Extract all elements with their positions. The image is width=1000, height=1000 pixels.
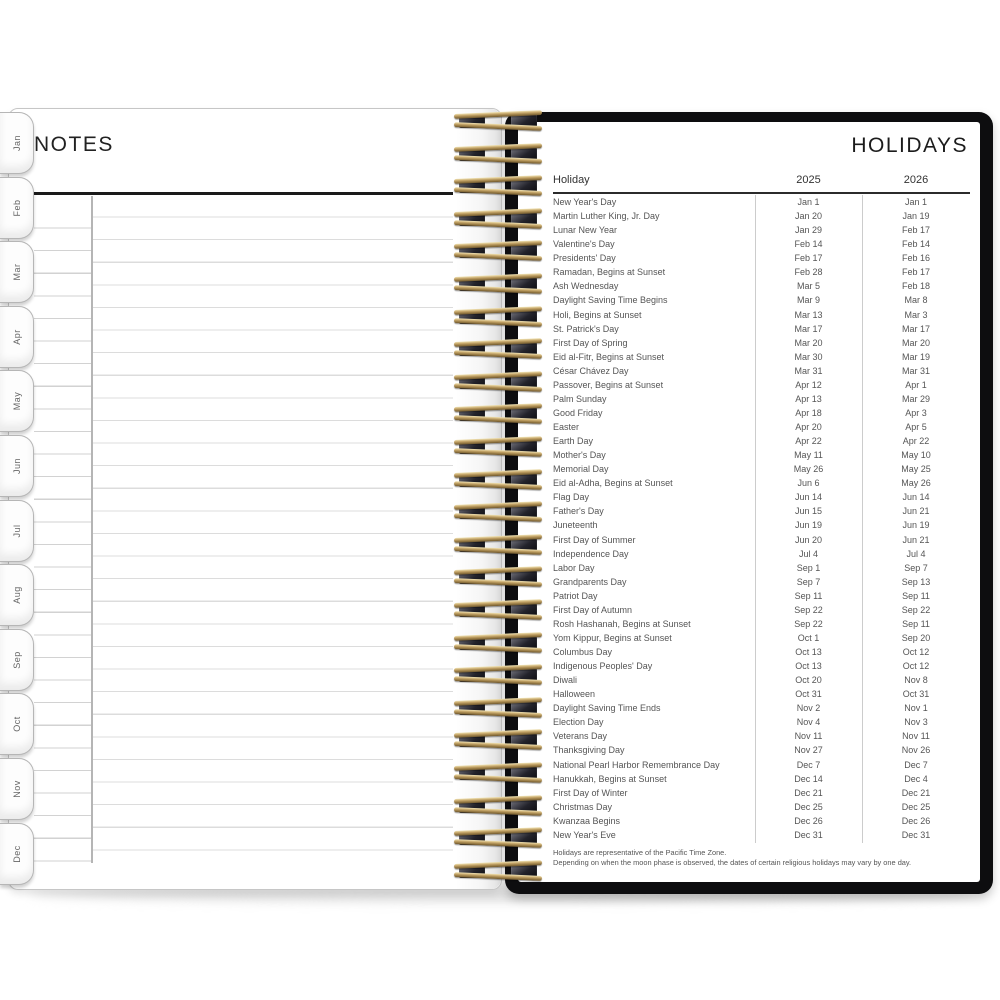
spiral-coil: [454, 535, 542, 555]
holiday-row: [553, 814, 970, 828]
holiday-date-2026: Mar 19: [901, 351, 930, 362]
holiday-date-2026: Mar 29: [901, 393, 930, 404]
holiday-name: Memorial Day: [553, 464, 609, 475]
holiday-date-2025: Jun 20: [794, 534, 823, 545]
holiday-date-2025: Jan 1: [797, 197, 820, 208]
holiday-date-2026: Sep 11: [902, 590, 930, 601]
holiday-date-2026: Mar 20: [901, 337, 930, 348]
holiday-date-2026: Feb 18: [901, 281, 931, 292]
holidays-page: [518, 122, 980, 882]
holidays-page-title: HOLIDAYS: [851, 134, 968, 157]
holiday-row: [553, 575, 970, 589]
column-header-holiday: Holiday: [553, 174, 590, 186]
holiday-date-2025: Apr 13: [795, 393, 822, 404]
month-tab-apr[interactable]: [0, 306, 34, 368]
spiral-coil: [454, 665, 542, 685]
spiral-coil: [454, 372, 542, 392]
holiday-name: Rosh Hashanah, Begins at Sunset: [553, 618, 691, 629]
month-tab-label: Jan: [11, 134, 22, 152]
holiday-name: Ash Wednesday: [553, 281, 619, 292]
holiday-date-2026: Apr 5: [905, 422, 927, 433]
holiday-row: [553, 743, 970, 757]
month-tab-mar[interactable]: [0, 241, 34, 303]
holiday-name: Kwanzaa Begins: [553, 815, 621, 826]
holiday-date-2025: Dec 26: [794, 815, 823, 826]
month-tab-label: Aug: [11, 586, 22, 604]
holiday-date-2026: Mar 17: [901, 323, 930, 334]
holiday-date-2025: Dec 25: [794, 801, 823, 812]
holiday-row: [553, 504, 970, 518]
holiday-row: [553, 406, 970, 420]
holiday-date-2025: Apr 20: [795, 422, 822, 433]
holiday-row: [553, 476, 970, 490]
holiday-date-2025: Sep 22: [794, 604, 823, 615]
holiday-row: [553, 715, 970, 729]
month-tab-label: Feb: [11, 199, 22, 217]
holiday-date-2026: Apr 1: [905, 379, 927, 390]
holiday-row: [553, 209, 970, 223]
month-tab-label: Jul: [11, 524, 22, 538]
holiday-row: [553, 237, 970, 251]
holiday-name: Mother's Day: [553, 450, 606, 461]
holiday-name: Daylight Saving Time Begins: [553, 295, 668, 306]
holiday-name: Ramadan, Begins at Sunset: [553, 267, 666, 278]
holiday-row: [553, 561, 970, 575]
holiday-row: [553, 293, 970, 307]
spiral-coil: [454, 307, 542, 327]
holiday-row: [553, 547, 970, 561]
holiday-name: First Day of Autumn: [553, 604, 633, 615]
spiral-coil: [454, 144, 542, 164]
holiday-row: [553, 490, 970, 504]
holiday-date-2026: Feb 17: [901, 267, 931, 278]
holiday-date-2025: Jun 15: [794, 506, 823, 517]
holiday-date-2026: Jan 19: [902, 211, 930, 222]
holiday-date-2025: Nov 4: [796, 717, 821, 728]
holiday-date-2026: Feb 14: [901, 239, 931, 250]
holiday-name: First Day of Winter: [553, 787, 628, 798]
holiday-name: Flag Day: [553, 492, 590, 503]
holiday-date-2026: Nov 26: [901, 745, 931, 756]
spiral-coil: [454, 502, 542, 522]
table-footnotes: [553, 848, 911, 868]
holiday-date-2026: Mar 3: [904, 309, 928, 320]
holiday-date-2026: Sep 20: [901, 632, 931, 643]
holiday-date-2025: Sep 1: [796, 562, 821, 573]
holiday-name: Hanukkah, Begins at Sunset: [553, 773, 667, 784]
holiday-date-2026: Sep 7: [904, 562, 928, 573]
month-tab-aug[interactable]: [0, 564, 34, 626]
holiday-date-2026: Nov 1: [904, 703, 928, 714]
holiday-date-2025: Feb 14: [794, 239, 823, 250]
month-tab-dec[interactable]: [0, 823, 34, 885]
holiday-name: Election Day: [553, 717, 604, 728]
holiday-row: [553, 786, 970, 800]
month-tab-label: Dec: [11, 844, 22, 863]
holiday-date-2026: Jan 1: [904, 197, 928, 208]
holiday-date-2026: Dec 26: [901, 815, 931, 826]
month-tab-sep[interactable]: [0, 629, 34, 691]
holiday-row: [553, 645, 970, 659]
holiday-date-2025: Nov 2: [796, 703, 821, 714]
holiday-date-2025: Sep 22: [794, 618, 823, 629]
holiday-row: [553, 336, 970, 350]
holiday-name: Eid al-Adha, Begins at Sunset: [553, 478, 673, 489]
holiday-date-2026: Feb 17: [901, 225, 931, 236]
holiday-name: First Day of Spring: [553, 337, 628, 348]
holiday-row: [553, 631, 970, 645]
holiday-name: Lunar New Year: [553, 225, 618, 236]
holiday-date-2026: Dec 21: [901, 787, 931, 798]
month-tab-jun[interactable]: [0, 435, 34, 497]
holiday-name: Daylight Saving Time Ends: [553, 703, 661, 714]
holiday-row: [553, 251, 970, 265]
holiday-date-2026: Apr 22: [902, 436, 930, 447]
holiday-name: Presidents' Day: [553, 253, 616, 264]
holiday-date-2025: Dec 14: [794, 773, 823, 784]
holiday-row: [553, 378, 970, 392]
holiday-row: [553, 462, 970, 476]
holiday-date-2026: Mar 31: [901, 365, 930, 376]
holiday-date-2025: Mar 30: [794, 351, 823, 362]
holiday-name: Palm Sunday: [553, 393, 607, 404]
holiday-date-2025: Jun 6: [797, 478, 820, 489]
holiday-date-2025: Feb 28: [794, 267, 823, 278]
holiday-row: [553, 279, 970, 293]
spiral-coil: [454, 176, 542, 196]
month-tab-label: Nov: [11, 780, 22, 798]
holiday-date-2025: Oct 13: [795, 647, 822, 658]
holiday-name: Halloween: [553, 689, 596, 700]
holiday-name: Juneteenth: [553, 520, 598, 531]
column-header-2026: 2026: [903, 174, 929, 186]
holiday-row: [553, 758, 970, 772]
holiday-row: [553, 350, 970, 364]
spiral-coil: [454, 274, 542, 294]
holiday-row: [553, 322, 970, 336]
holiday-row: [553, 800, 970, 814]
holidays-table-body: [553, 195, 970, 842]
holiday-date-2025: Oct 31: [795, 689, 822, 700]
spiral-coil: [454, 600, 542, 620]
holiday-row: [553, 701, 970, 715]
holiday-date-2026: Sep 22: [901, 604, 931, 615]
holiday-date-2026: Mar 8: [904, 295, 928, 306]
holiday-date-2025: Mar 13: [794, 309, 823, 320]
holiday-date-2025: May 26: [793, 464, 824, 475]
holiday-row: [553, 392, 970, 406]
margin-divider-line: [91, 196, 93, 863]
holiday-name: Eid al-Fitr, Begins at Sunset: [553, 351, 665, 362]
holiday-date-2026: Oct 31: [902, 689, 930, 700]
holiday-row: [553, 533, 970, 547]
month-tab-may[interactable]: [0, 370, 34, 432]
holiday-date-2025: Feb 17: [794, 253, 823, 264]
holiday-date-2025: Nov 11: [794, 731, 823, 742]
table-header-rule: [553, 192, 970, 194]
holiday-name: Labor Day: [553, 562, 595, 573]
month-tab-label: Sep: [11, 651, 22, 669]
holiday-row: [553, 729, 970, 743]
holiday-date-2025: Oct 20: [795, 675, 822, 686]
holiday-name: Earth Day: [553, 436, 594, 447]
holiday-name: Passover, Begins at Sunset: [553, 379, 664, 390]
holiday-date-2025: Jun 19: [794, 520, 823, 531]
holiday-date-2025: Sep 11: [794, 590, 823, 601]
holiday-date-2026: Nov 8: [904, 675, 928, 686]
holidays-table-header: [553, 174, 970, 189]
holiday-name: Holi, Begins at Sunset: [553, 309, 642, 320]
holiday-date-2026: Jun 21: [902, 506, 930, 517]
holiday-row: [553, 195, 970, 209]
holiday-date-2026: Oct 12: [902, 647, 930, 658]
holiday-name: Valentine's Day: [553, 239, 615, 250]
holiday-name: Independence Day: [553, 548, 629, 559]
holiday-row: [553, 448, 970, 462]
holiday-row: [553, 420, 970, 434]
holiday-name: Martin Luther King, Jr. Day: [553, 211, 660, 222]
holiday-date-2025: Dec 7: [796, 759, 821, 770]
holiday-date-2025: Nov 27: [794, 745, 823, 756]
holiday-row: [553, 772, 970, 786]
holiday-row: [553, 589, 970, 603]
month-tab-label: May: [11, 392, 22, 411]
spiral-coil: [454, 730, 542, 750]
spiral-coil: [454, 404, 542, 424]
holiday-date-2026: Apr 3: [905, 407, 927, 418]
holiday-date-2026: Jun 19: [902, 520, 930, 531]
holiday-row: [553, 434, 970, 448]
notes-page-title: NOTES: [34, 133, 114, 156]
holiday-name: Father's Day: [553, 506, 604, 517]
holiday-name: Grandparents Day: [553, 576, 627, 587]
month-tab-nov[interactable]: [0, 758, 34, 820]
spiral-coil: [454, 763, 542, 783]
holiday-row: [553, 265, 970, 279]
footnote-timezone: Holidays are representative of the Pacific Time Zone.: [553, 848, 727, 857]
holiday-date-2025: Mar 20: [794, 337, 823, 348]
holiday-row: [553, 364, 970, 378]
holiday-name: Veterans Day: [553, 731, 608, 742]
month-tab-label: Oct: [11, 716, 22, 733]
month-tab-jan[interactable]: [0, 112, 34, 174]
holiday-date-2026: May 25: [901, 464, 931, 475]
holiday-date-2025: Jul 4: [798, 548, 818, 559]
holiday-name: New Year's Eve: [553, 829, 616, 840]
holiday-date-2025: Mar 9: [796, 295, 820, 306]
holiday-name: St. Patrick's Day: [553, 323, 619, 334]
column-header-2025: 2025: [796, 174, 821, 186]
holiday-name: First Day of Summer: [553, 534, 636, 545]
spiral-coil: [454, 209, 542, 229]
month-tab-jul[interactable]: [0, 500, 34, 562]
month-tab-feb[interactable]: [0, 177, 34, 239]
spiral-coil: [454, 437, 542, 457]
holiday-name: Easter: [553, 422, 580, 433]
holiday-name: New Year's Day: [553, 197, 617, 208]
holiday-row: [553, 223, 970, 237]
holiday-date-2025: Oct 13: [795, 661, 822, 672]
notes-page: [8, 108, 502, 890]
holiday-date-2026: Sep 13: [901, 576, 931, 587]
holiday-date-2025: Apr 12: [795, 379, 822, 390]
holiday-date-2026: Jun 21: [902, 534, 930, 545]
holiday-date-2026: Nov 3: [904, 717, 928, 728]
holiday-row: [553, 659, 970, 673]
holiday-date-2026: Jul 4: [906, 548, 926, 559]
holiday-name: Yom Kippur, Begins at Sunset: [553, 632, 672, 643]
spiral-coil: [454, 861, 542, 881]
holiday-date-2026: Dec 31: [901, 829, 931, 840]
holiday-name: Diwali: [553, 675, 578, 686]
holiday-name: Patriot Day: [553, 590, 598, 601]
holiday-date-2026: Sep 11: [902, 618, 930, 629]
spiral-coil: [454, 241, 542, 261]
holiday-name: Indigenous Peoples' Day: [553, 661, 653, 672]
month-tab-label: Apr: [11, 329, 22, 345]
holiday-date-2025: Jan 20: [794, 211, 823, 222]
ruled-lines-main: [93, 195, 453, 864]
spiral-coil: [454, 796, 542, 816]
holiday-date-2026: Dec 25: [901, 801, 931, 812]
holiday-name: César Chávez Day: [553, 365, 629, 376]
month-tab-oct[interactable]: [0, 693, 34, 755]
ruled-lines-margin: [34, 206, 91, 866]
holiday-date-2026: Feb 16: [901, 253, 931, 264]
month-tab-label: Jun: [11, 457, 22, 475]
holiday-date-2025: May 11: [794, 450, 823, 461]
holiday-date-2025: Mar 17: [794, 323, 823, 334]
holiday-date-2026: Jun 14: [902, 492, 930, 503]
holiday-date-2026: Nov 11: [902, 731, 930, 742]
month-tab-label: Mar: [11, 263, 22, 281]
holiday-date-2025: Mar 5: [796, 281, 820, 292]
holiday-name: Columbus Day: [553, 647, 613, 658]
planner-back-cover: [505, 112, 993, 894]
spiral-coil: [454, 633, 542, 653]
holiday-row: [553, 603, 970, 617]
holiday-row: [553, 687, 970, 701]
holiday-row: [553, 673, 970, 687]
holiday-date-2025: Dec 31: [794, 829, 823, 840]
spiral-coil: [454, 111, 542, 131]
holiday-date-2025: Dec 21: [794, 787, 823, 798]
holiday-row: [553, 617, 970, 631]
holiday-date-2025: Apr 18: [795, 407, 822, 418]
holiday-date-2025: Apr 22: [795, 436, 822, 447]
footnote-moon-phase: Depending on when the moon phase is observed, the dates of certain religious holidays may vary by one day.: [553, 857, 912, 867]
holiday-date-2025: Sep 7: [796, 576, 821, 587]
holiday-date-2025: Jun 14: [794, 492, 823, 503]
holiday-date-2025: Mar 31: [794, 365, 823, 376]
spiral-coil: [454, 470, 542, 490]
holiday-name: National Pearl Harbor Remembrance Day: [553, 759, 720, 770]
holiday-date-2026: May 26: [901, 478, 931, 489]
holiday-name: Good Friday: [553, 407, 603, 418]
spiral-coil: [454, 567, 542, 587]
holiday-name: Christmas Day: [553, 801, 613, 812]
spiral-coil: [454, 698, 542, 718]
holiday-row: [553, 308, 970, 322]
holiday-date-2026: Dec 7: [904, 759, 928, 770]
holiday-date-2026: Dec 4: [904, 773, 928, 784]
spiral-coil: [454, 828, 542, 848]
holiday-date-2026: Oct 12: [902, 661, 930, 672]
holiday-date-2026: May 10: [901, 450, 931, 461]
holiday-date-2025: Jan 29: [794, 225, 823, 236]
spiral-coil: [454, 339, 542, 359]
holiday-row: [553, 518, 970, 532]
holiday-row: [553, 828, 970, 842]
holiday-name: Thanksgiving Day: [553, 745, 625, 756]
holiday-date-2025: Oct 1: [797, 632, 820, 643]
